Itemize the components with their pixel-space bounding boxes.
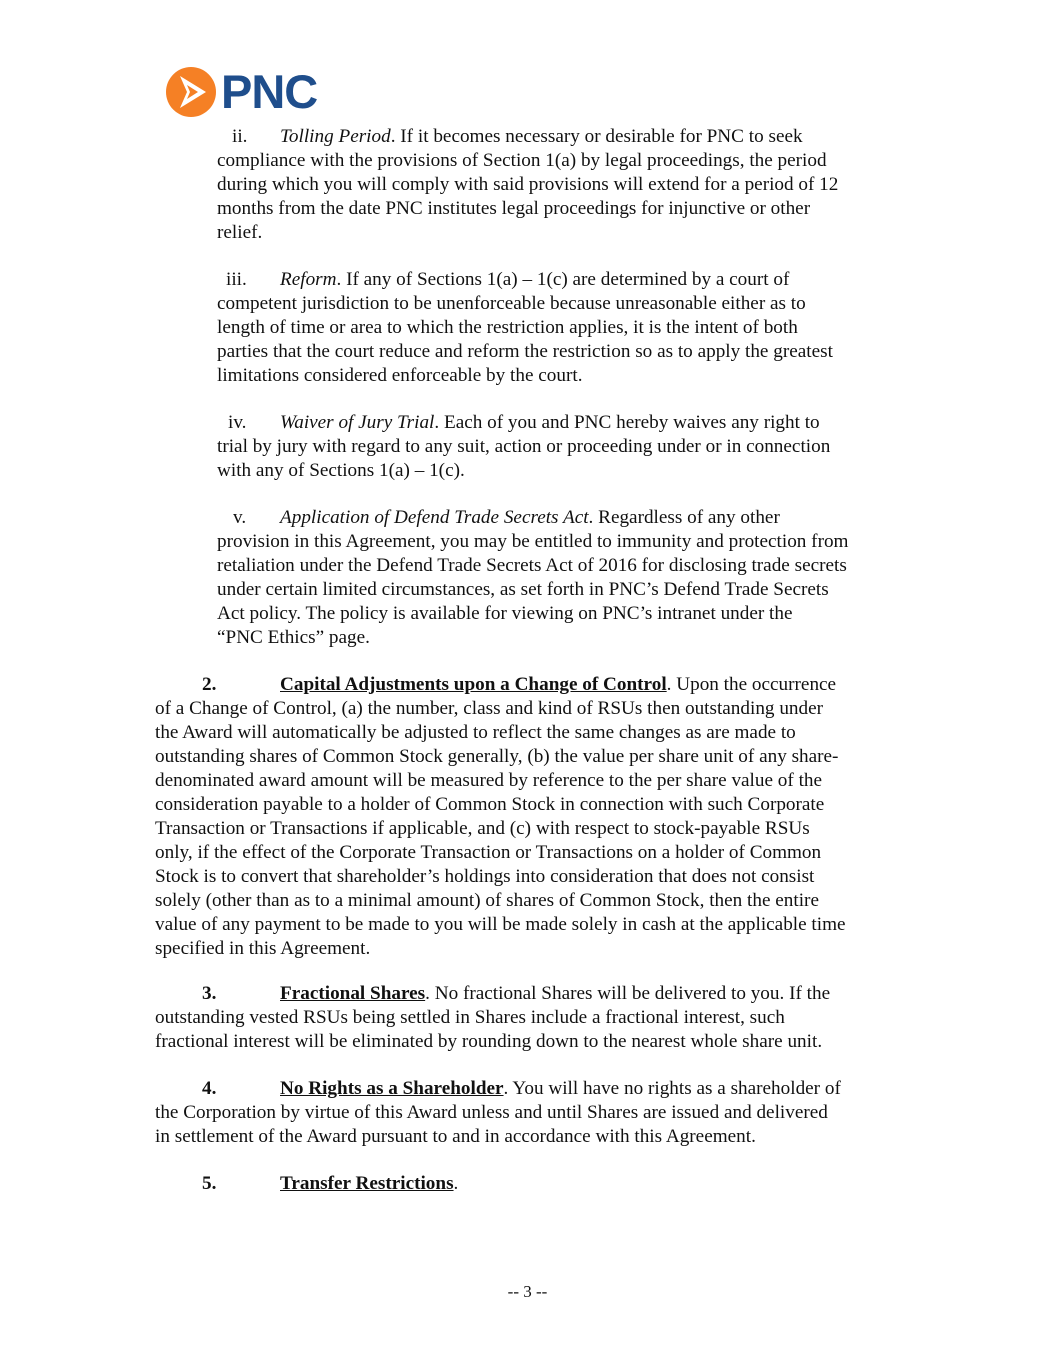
subsection-title: Application of Defend Trade Secrets Act (280, 507, 589, 528)
section-heading: Capital Adjustments upon a Change of Control (280, 674, 667, 695)
text-line: parties that the court reduce and reform the restriction so as to apply the greatest (217, 341, 833, 362)
subsection-numeral: ii. (232, 126, 248, 147)
page-number: -- 3 -- (507, 1282, 548, 1301)
text-line: specified in this Agreement. (155, 938, 371, 959)
text-line: “PNC Ethics” page. (217, 627, 370, 648)
subsection-numeral: iv. (228, 412, 247, 433)
text-line: outstanding vested RSUs being settled in Shares include a fractional interest, such (155, 1007, 785, 1028)
section-number: 4. (202, 1078, 217, 1099)
text-line: with any of Sections 1(a) – 1(c). (217, 460, 465, 481)
section-first-line (280, 982, 830, 1006)
subsection-first-line (280, 506, 780, 530)
subsection-numeral: iii. (226, 269, 247, 290)
section-heading: Fractional Shares (280, 983, 426, 1004)
subsection-text: . Regardless of any other (588, 507, 780, 528)
section-text: . You will have no rights as a shareholder of (503, 1078, 841, 1099)
section-first-line (280, 1172, 458, 1196)
text-line: during which you will comply with said provisions will extend for a period of 12 (217, 174, 839, 195)
text-line: relief. (217, 222, 263, 243)
text-line: Act policy. The policy is available for viewing on PNC’s intranet under the (217, 603, 793, 624)
subsection-text: . If it becomes necessary or desirable for PNC to seek (390, 126, 803, 147)
section-text: . Upon the occurrence (666, 674, 837, 695)
text-line: solely (other than as to a minimal amount) of shares of Common Stock, then the entire (155, 890, 819, 911)
text-line: outstanding shares of Common Stock generally, (b) the value per share unit of any share- (155, 746, 839, 767)
subsection-numeral: v. (233, 507, 247, 528)
text-line: consideration payable to a holder of Common Stock in connection with such Corporate (155, 794, 825, 815)
text-line: retaliation under the Defend Trade Secrets Act of 2016 for disclosing trade secrets (217, 555, 847, 576)
text-line: limitations considered enforceable by the court. (217, 365, 583, 386)
subsection-first-line (280, 268, 789, 292)
section-heading: Transfer Restrictions (280, 1173, 454, 1194)
text-line: trial by jury with regard to any suit, action or proceeding under or in connection (217, 436, 831, 457)
text-line: Stock is to convert that shareholder’s holdings into consideration that does not consist (155, 866, 815, 887)
section-number: 3. (202, 983, 217, 1004)
section-first-line (280, 1077, 841, 1101)
section-text: . (453, 1173, 459, 1194)
section-first-line (280, 673, 836, 697)
text-line: under certain limited circumstances, as set forth in PNC’s Defend Trade Secrets (217, 579, 829, 600)
pnc-logo (165, 66, 317, 118)
subsection-title: Tolling Period (280, 126, 391, 147)
subsection-title: Reform (280, 269, 337, 290)
text-line: months from the date PNC institutes legal proceedings for injunctive or other (217, 198, 811, 219)
text-line: only, if the effect of the Corporate Transaction or Transactions on a holder of Common (155, 842, 822, 863)
text-line: value of any payment to be made to you will be made solely in cash at the applicable time (155, 914, 846, 935)
text-line: denominated award amount will be measured by reference to the per share value of the (155, 770, 823, 791)
text-line: length of time or area to which the restriction applies, it is the intent of both (217, 317, 798, 338)
section-number: 2. (202, 674, 217, 695)
text-line: fractional interest will be eliminated by rounding down to the nearest whole share unit. (155, 1031, 823, 1052)
subsection-first-line (280, 125, 803, 149)
text-line: in settlement of the Award pursuant to and in accordance with this Agreement. (155, 1126, 756, 1147)
subsection-first-line (280, 411, 820, 435)
subsection-text: . If any of Sections 1(a) – 1(c) are determined by a court of (336, 269, 790, 290)
section-heading: No Rights as a Shareholder (280, 1078, 504, 1099)
text-line: the Award will automatically be adjusted to reflect the same changes as are made to (155, 722, 796, 743)
subsection-title: Waiver of Jury Trial (280, 412, 435, 433)
text-line: competent jurisdiction to be unenforceable because unreasonable either as to (217, 293, 806, 314)
logo-text: PNC (221, 65, 318, 118)
section-text: . No fractional Shares will be delivered to you. If the (425, 983, 831, 1004)
text-line: provision in this Agreement, you may be entitled to immunity and protection from (217, 531, 849, 552)
subsection-text: . Each of you and PNC hereby waives any right to (434, 412, 820, 433)
text-line: the Corporation by virtue of this Award unless and until Shares are issued and delivered (155, 1102, 828, 1123)
pnc-logo-icon (165, 66, 217, 118)
text-line: of a Change of Control, (a) the number, class and kind of RSUs then outstanding under (155, 698, 824, 719)
section-number: 5. (202, 1173, 217, 1194)
text-line: compliance with the provisions of Section 1(a) by legal proceedings, the period (217, 150, 827, 171)
text-line: Transaction or Transactions if applicable, and (c) with respect to stock-payable RSUs (155, 818, 810, 839)
